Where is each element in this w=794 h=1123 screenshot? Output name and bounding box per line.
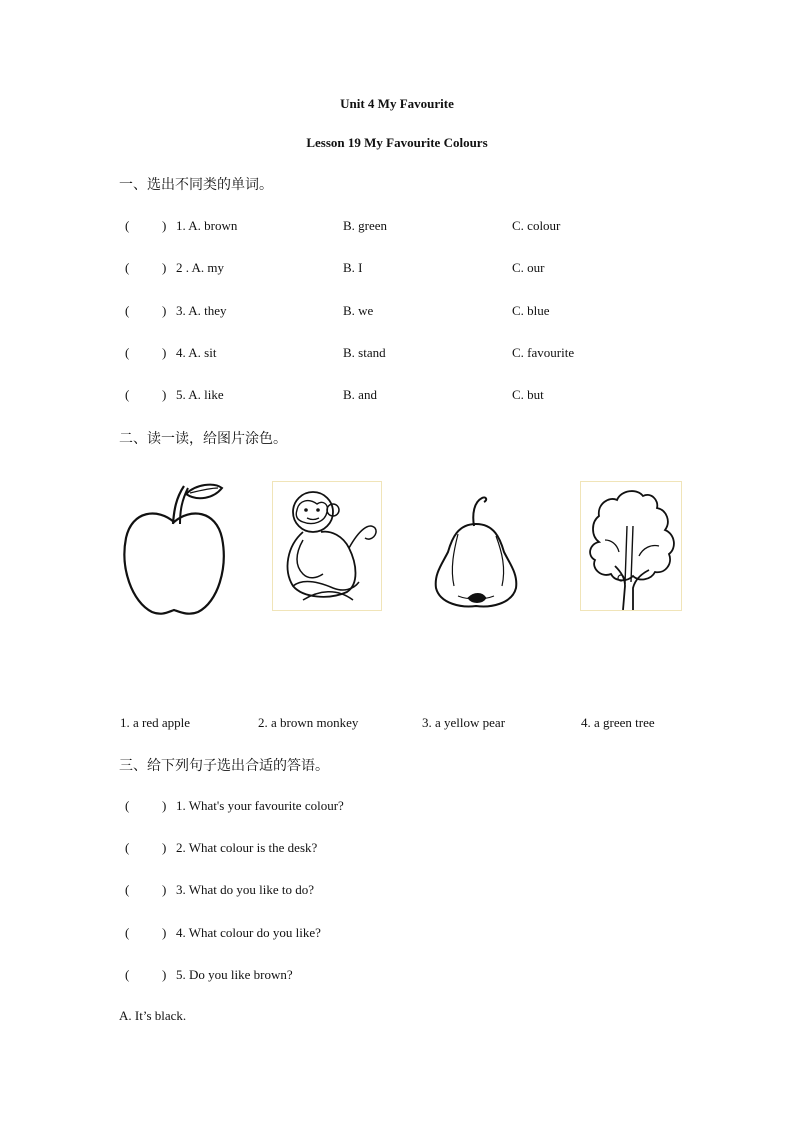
answer-blank-close: )	[162, 882, 167, 897]
option-a: 4. A. sit	[176, 345, 217, 360]
picture-caption-tree: 4. a green tree	[581, 715, 655, 730]
answer-blank-close: )	[162, 303, 167, 318]
answer-blank-close: )	[162, 925, 167, 940]
option-c: C. but	[512, 387, 544, 402]
tree-picture	[580, 481, 682, 611]
option-a: 5. A. like	[176, 387, 224, 402]
question-text: 1. What's your favourite colour?	[176, 798, 344, 813]
picture-caption-monkey: 2. a brown monkey	[258, 715, 359, 730]
answer-blank-close: )	[162, 387, 167, 402]
answer-blank-open: (	[125, 345, 130, 360]
option-b: B. I	[343, 260, 363, 275]
answer-blank-open: (	[125, 925, 130, 940]
monkey-icon	[273, 482, 381, 610]
answer-blank-close: )	[162, 218, 167, 233]
option-b: B. and	[343, 387, 377, 402]
section-2-heading: 二、读一读，给图片涂色。	[119, 431, 287, 447]
answer-blank-close: )	[162, 967, 167, 982]
answer-blank-open: (	[125, 387, 130, 402]
question-text: 3. What do you like to do?	[176, 882, 315, 897]
pear-picture	[428, 494, 524, 610]
section-3-heading: 三、给下列句子选出合适的答语。	[119, 758, 329, 774]
unit-title: Unit 4 My Favourite	[340, 96, 454, 111]
answer-blank-open: (	[125, 218, 130, 233]
option-b: B. we	[343, 303, 374, 318]
answer-blank-open: (	[125, 967, 130, 982]
monkey-picture	[272, 481, 382, 611]
apple-picture	[118, 480, 230, 618]
option-a: 2 . A. my	[176, 260, 225, 275]
answer-blank-close: )	[162, 345, 167, 360]
option-c: C. our	[512, 260, 545, 275]
option-a: 3. A. they	[176, 303, 227, 318]
option-c: C. favourite	[512, 345, 575, 360]
answer-blank-close: )	[162, 798, 167, 813]
lesson-title: Lesson 19 My Favourite Colours	[306, 135, 488, 150]
tree-icon	[581, 482, 681, 610]
answer-blank-open: (	[125, 798, 130, 813]
option-a: 1. A. brown	[176, 218, 238, 233]
answer-blank-open: (	[125, 260, 130, 275]
answer-blank-open: (	[125, 882, 130, 897]
apple-icon	[118, 480, 230, 618]
answer-blank-close: )	[162, 840, 167, 855]
pear-icon	[428, 494, 524, 610]
section-1-heading: 一、选出不同类的单词。	[119, 177, 273, 193]
answer-option-a: A. It’s black.	[119, 1008, 187, 1023]
picture-caption-apple: 1. a red apple	[120, 715, 191, 730]
option-b: B. stand	[343, 345, 386, 360]
question-text: 2. What colour is the desk?	[176, 840, 318, 855]
option-c: C. colour	[512, 218, 561, 233]
question-text: 5. Do you like brown?	[176, 967, 293, 982]
answer-blank-close: )	[162, 260, 167, 275]
answer-blank-open: (	[125, 303, 130, 318]
option-c: C. blue	[512, 303, 550, 318]
answer-blank-open: (	[125, 840, 130, 855]
question-text: 4. What colour do you like?	[176, 925, 321, 940]
option-b: B. green	[343, 218, 388, 233]
picture-caption-pear: 3. a yellow pear	[422, 715, 506, 730]
